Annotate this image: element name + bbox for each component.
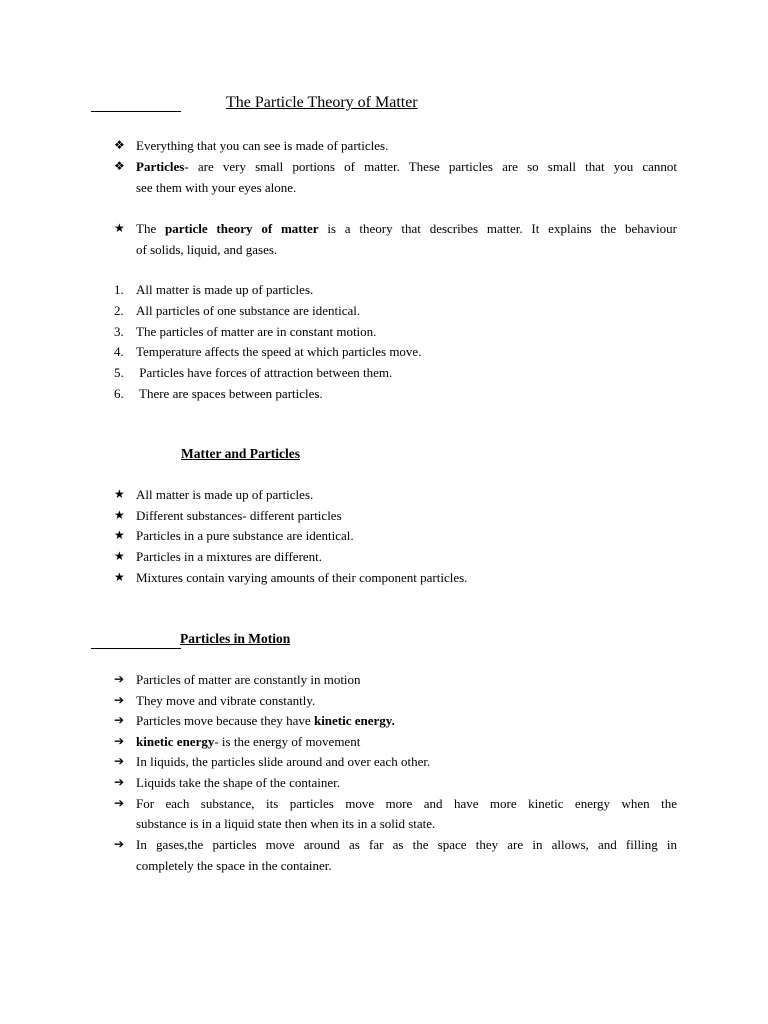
diamond-bullet-icon: ❖: [114, 159, 125, 173]
list-number: 4.: [114, 344, 124, 359]
matter-item: Particles in a pure substance are identical.: [136, 528, 354, 543]
matter-item: Different substances- different particles: [136, 508, 342, 523]
intro-text: - are very small portions of matter. These particles are so small that you cannot: [184, 159, 677, 174]
matter-item: Particles in a mixtures are different.: [136, 549, 323, 564]
principle-item: Temperature affects the speed at which particles move.: [136, 344, 422, 359]
star-bullet-icon: ★: [114, 549, 125, 563]
list-number: 6.: [114, 386, 124, 401]
motion-item-continued: substance is in a liquid state then when its in a solid state.: [136, 816, 436, 831]
arrow-bullet-icon: ➔: [114, 693, 125, 707]
intro-line: see them with your eyes alone.: [136, 180, 297, 195]
section-heading-motion: Particles in Motion: [180, 631, 291, 646]
title-rule: [91, 111, 181, 112]
matter-item: All matter is made up of particles.: [136, 487, 314, 502]
theory-line: of solids, liquid, and gases.: [136, 242, 278, 257]
principle-item: All matter is made up of particles.: [136, 282, 314, 297]
arrow-bullet-icon: ➔: [114, 734, 125, 748]
bold-term: kinetic energy.: [313, 713, 395, 728]
heading-rule: [91, 648, 181, 649]
theory-text: is a theory that describes matter. It explains the behaviour: [318, 221, 677, 236]
motion-item-continued: completely the space in the container.: [136, 858, 332, 873]
star-bullet-icon: ★: [114, 508, 125, 522]
motion-text: Particles move because they have: [136, 713, 314, 728]
motion-item: [136, 734, 360, 750]
list-number: 2.: [114, 303, 124, 318]
motion-item: Liquids take the shape of the container.: [136, 775, 340, 790]
motion-item: For each substance, its particles move more and have more kinetic energy when the: [136, 796, 677, 811]
motion-item: They move and vibrate constantly.: [136, 693, 316, 708]
principle-item: The particles of matter are in constant motion.: [136, 324, 377, 339]
section-heading-matter: Matter and Particles: [181, 446, 300, 461]
theory-prefix: The: [136, 221, 166, 236]
motion-text: - is the energy of movement: [214, 734, 361, 749]
page-title: The Particle Theory of Matter: [226, 94, 418, 111]
principle-item: There are spaces between particles.: [136, 386, 323, 401]
bold-term: kinetic energy: [136, 734, 215, 749]
motion-item: In liquids, the particles slide around and over each other.: [136, 754, 431, 769]
theory-line: [136, 221, 677, 237]
motion-item: In gases,the particles move around as far as the space they are in allows, and filling in: [136, 837, 677, 852]
star-bullet-icon: ★: [114, 487, 125, 501]
star-bullet-icon: ★: [114, 528, 125, 542]
bold-term: Particles: [136, 159, 185, 174]
principle-item: All particles of one substance are identical.: [136, 303, 361, 318]
motion-item: Particles of matter are constantly in motion: [136, 672, 361, 687]
list-number: 1.: [114, 282, 124, 297]
arrow-bullet-icon: ➔: [114, 775, 125, 789]
motion-item: [136, 713, 395, 729]
arrow-bullet-icon: ➔: [114, 796, 125, 810]
star-bullet-icon: ★: [114, 221, 125, 235]
list-number: 5.: [114, 365, 124, 380]
arrow-bullet-icon: ➔: [114, 713, 125, 727]
matter-item: Mixtures contain varying amounts of their component particles.: [136, 570, 468, 585]
arrow-bullet-icon: ➔: [114, 754, 125, 768]
bold-term: particle theory of matter: [165, 221, 319, 236]
intro-line: Everything that you can see is made of particles.: [136, 138, 389, 153]
principle-item: Particles have forces of attraction between them.: [136, 365, 393, 380]
diamond-bullet-icon: ❖: [114, 138, 125, 152]
arrow-bullet-icon: ➔: [114, 837, 125, 851]
star-bullet-icon: ★: [114, 570, 125, 584]
intro-line: [136, 159, 677, 175]
list-number: 3.: [114, 324, 124, 339]
arrow-bullet-icon: ➔: [114, 672, 125, 686]
